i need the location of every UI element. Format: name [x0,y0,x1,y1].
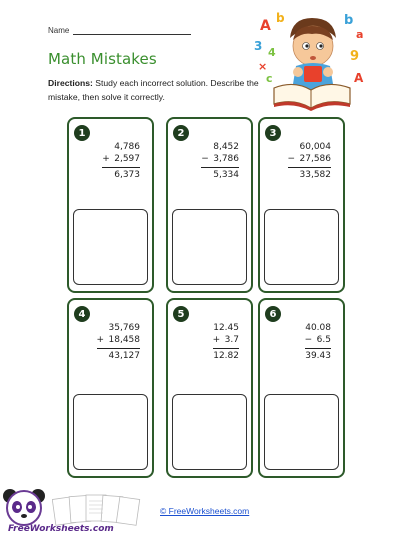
svg-text:4: 4 [268,46,276,59]
problem-bottom-row [97,334,141,346]
problem-work [102,141,140,181]
brand-wordmark: FreeWorksheets.com [8,524,114,534]
problem-number-badge: 1 [74,125,90,141]
svg-text:×: × [258,60,268,73]
problem-number-badge: 2 [173,125,189,141]
answer-box[interactable] [172,394,247,470]
problem-bottom-row [288,153,332,165]
problem-incorrect-result: 6,373 [114,170,140,180]
name-field-line[interactable] [73,27,191,35]
answer-box[interactable] [264,394,339,470]
problem-number-badge: 6 [265,306,281,322]
svg-text:A: A [354,71,364,85]
problem-bottom-row [102,153,140,165]
problem-operator: − [287,154,296,164]
svg-text:a: a [356,28,364,41]
problem-card-4 [67,298,154,478]
name-row [48,26,191,35]
boy-reading-book-illustration [252,8,370,112]
problem-bottom-row [201,153,239,165]
sum-line [102,167,140,168]
problem-top-number: 40.08 [305,323,331,333]
problem-operator: + [96,335,105,345]
sum-line [201,167,239,168]
answer-box[interactable] [73,394,148,470]
problem-bottom-number: 27,586 [299,154,331,164]
svg-text:A: A [260,18,271,34]
sum-line [305,348,331,349]
problem-operator: − [201,154,209,164]
sum-line [288,167,332,168]
svg-text:b: b [344,13,354,28]
problem-number-badge: 3 [265,125,281,141]
problem-work [305,322,331,362]
problem-bottom-number: 6.5 [316,335,331,345]
problem-incorrect-result: 12.82 [213,351,239,361]
problem-incorrect-result: 33,582 [299,170,331,180]
problem-work [97,322,141,362]
problem-number-badge: 4 [74,306,90,322]
problem-bottom-row [213,334,239,346]
svg-text:3: 3 [254,39,263,53]
problem-card-5 [166,298,253,478]
problem-card-6 [258,298,345,478]
problem-operator: − [304,335,313,345]
problem-incorrect-result: 39.43 [305,351,331,361]
sum-line [213,348,239,349]
problem-work [213,322,239,362]
svg-text:b: b [276,11,285,25]
problem-operator: + [212,335,221,345]
problem-operator: + [102,154,110,164]
directions [48,76,268,104]
problem-top-number: 60,004 [299,142,331,152]
sum-line [97,348,141,349]
problem-top-number: 4,786 [114,142,140,152]
svg-text:c: c [266,72,273,85]
site-link[interactable]: © FreeWorksheets.com [160,506,250,516]
svg-text:9: 9 [350,49,360,64]
directions-text: Study each incorrect solution. Describe the mistake, then solve it correctly. [48,78,259,102]
answer-box[interactable] [73,209,148,285]
page-title: Math Mistakes [48,50,157,68]
problem-incorrect-result: 43,127 [108,351,140,361]
answer-box[interactable] [172,209,247,285]
problem-work [288,141,332,181]
problem-top-number: 35,769 [108,323,140,333]
problem-bottom-number: 18,458 [108,335,140,345]
problem-bottom-row [305,334,331,346]
problem-top-number: 12.45 [213,323,239,333]
problem-bottom-number: 3.7 [224,335,239,345]
worksheet-thumbnails-icon [52,492,142,526]
answer-box[interactable] [264,209,339,285]
problem-bottom-number: 2,597 [114,154,140,164]
name-label: Name [48,26,70,35]
problem-card-3 [258,117,345,293]
problem-top-number: 8,452 [213,142,239,152]
problem-bottom-number: 3,786 [213,154,239,164]
problem-card-1 [67,117,154,293]
problem-work [201,141,239,181]
directions-label: Directions: [48,78,93,88]
problem-incorrect-result: 5,334 [213,170,239,180]
problem-number-badge: 5 [173,306,189,322]
problem-card-2 [166,117,253,293]
